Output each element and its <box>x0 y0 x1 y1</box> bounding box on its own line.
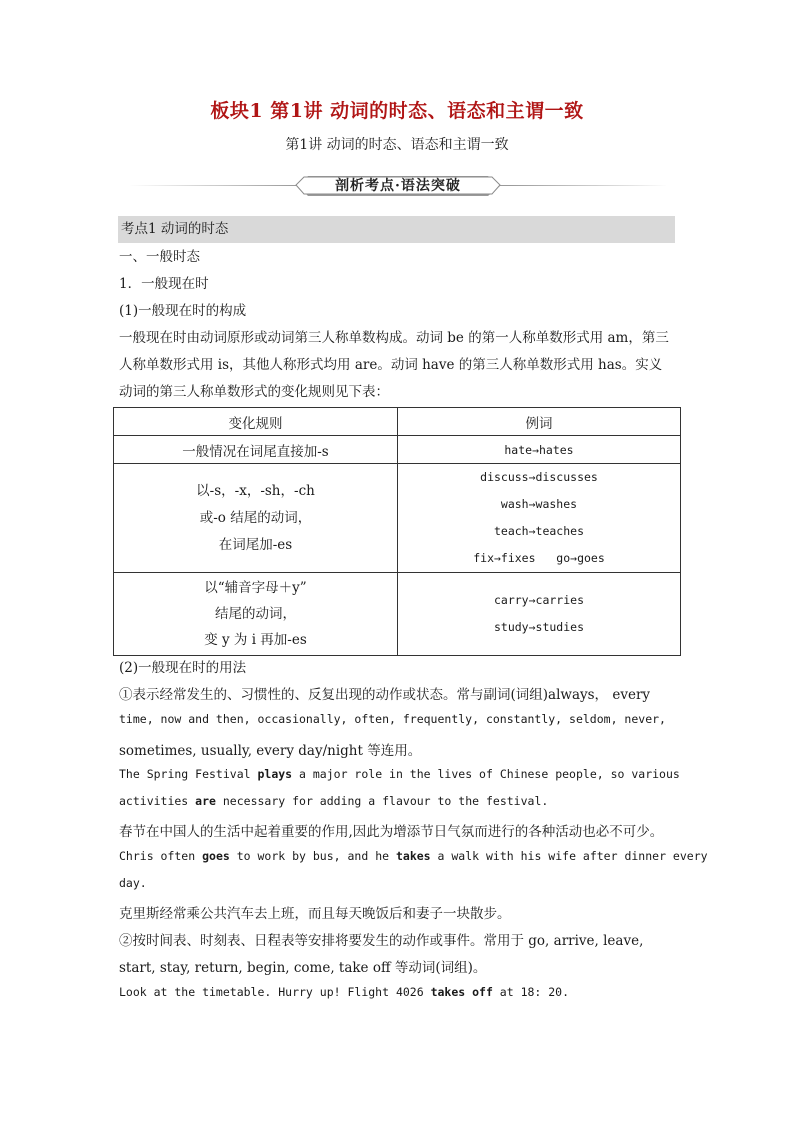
table-row <box>114 464 681 573</box>
example-cell <box>398 436 681 464</box>
example-word: hate→hates <box>504 442 574 457</box>
table-row <box>114 436 681 464</box>
example1-translation: 春节在中国人的生活中起着重要的作用,因此为增添节日气氛而进行的各种活动也必不可少。 <box>119 824 664 840</box>
sub-title: 第1讲 动词的时态、语态和主谓一致 <box>285 137 509 153</box>
rule-cell <box>114 464 398 573</box>
example2-line-1 <box>119 849 708 863</box>
example-keyword: are <box>195 794 216 808</box>
example-word: discuss→discusses <box>480 470 598 484</box>
rule-text: 以“辅音字母＋y” <box>204 580 307 596</box>
table-header-cell: 例词 <box>398 408 681 436</box>
usage1-line-2: time, now and then, occasionally, often, frequently, constantly, seldom, never, <box>119 712 666 726</box>
example-word: wash→washes <box>500 497 578 511</box>
table-row <box>114 573 681 656</box>
table-header-cell: 变化规则 <box>114 408 398 436</box>
heading-general-tense: 一、一般时态 <box>119 249 200 265</box>
usage1-line-1: ①表示经常发生的、习惯性的、反复出现的动作或状态。常与副词(词组)always， every <box>119 687 651 703</box>
usage2-line-2: start, stay, return, begin, come, take off 等动词(词组)。 <box>119 960 487 976</box>
example-text: activities <box>119 794 196 808</box>
banner-text: 剖析考点·语法突破 <box>335 178 461 194</box>
example-word: fix→fixes go→goes <box>473 551 605 565</box>
example-word: teach→teaches <box>493 524 584 538</box>
example-word: study→studies <box>493 620 584 634</box>
example1-line-1 <box>119 767 680 781</box>
example-text: a major role in the lives of Chinese people, so various <box>292 767 680 781</box>
example-keyword: takes off <box>430 985 493 999</box>
conjugation-rules-table <box>113 407 681 656</box>
rule-cell <box>114 436 398 464</box>
example-text: necessary for adding a flavour to the festival. <box>215 794 549 808</box>
table-header-row <box>114 408 681 436</box>
usage1-line-3: sometimes, usually, every day/night 等连用。 <box>119 743 422 759</box>
rule-text: 变 y 为 i 再加-es <box>204 632 307 648</box>
example3-line <box>119 985 569 999</box>
rule-text: 一般情况在词尾直接加-s <box>182 443 329 460</box>
section-heading: 考点1 动词的时态 <box>118 216 675 243</box>
example-keyword: goes <box>202 849 230 863</box>
example-text: to work by bus, and he <box>229 849 396 863</box>
example-keyword: takes <box>395 849 431 863</box>
example2-translation: 克里斯经常乘公共汽车去上班，而且每天晚饭后和妻子一块散步。 <box>119 906 511 922</box>
main-title: 板块1 第1讲 动词的时态、语态和主谓一致 <box>210 100 584 122</box>
rule-text: 以-s，-x，-sh，-ch <box>196 482 315 499</box>
example-cell <box>398 573 681 656</box>
example-text: Chris often <box>119 849 203 863</box>
usage2-line-1: ②按时间表、时刻表、日程表等安排将要发生的动作或事件。常用于 go, arrive, leave, <box>119 933 644 949</box>
rule-text: 或-o 结尾的动词， <box>199 509 312 526</box>
rule-text: 结尾的动词， <box>215 606 296 622</box>
example-text: Look at the timetable. Hurry up! Flight 4026 <box>119 985 431 999</box>
rule-text: 在词尾加-es <box>218 536 293 553</box>
example-text: The Spring Festival <box>119 767 258 781</box>
heading-usage: (2)一般现在时的用法 <box>119 660 247 676</box>
example-cell <box>398 464 681 573</box>
intro-line-3: 动词的第三人称单数形式的变化规则见下表： <box>119 384 389 400</box>
intro-line-2: 人称单数形式用 is，其他人称形式均用 are。动词 have 的第三人称单数形式用 has。实义 <box>119 357 663 373</box>
heading-structure: (1)一般现在时的构成 <box>119 303 247 319</box>
example-keyword: plays <box>257 767 293 781</box>
example1-line-2 <box>119 794 548 808</box>
intro-line-1: 一般现在时由动词原形或动词第三人称单数构成。动词 be 的第一人称单数形式用 am，第三 <box>119 330 669 346</box>
heading-simple-present: 1．一般现在时 <box>119 276 209 292</box>
example-text: at 18: 20. <box>492 985 570 999</box>
section-banner <box>128 172 668 198</box>
example-word: carry→carries <box>493 593 584 607</box>
example-text: a walk with his wife after dinner every <box>430 849 708 863</box>
rule-cell <box>114 573 398 656</box>
example2-line-2: day. <box>119 876 147 890</box>
